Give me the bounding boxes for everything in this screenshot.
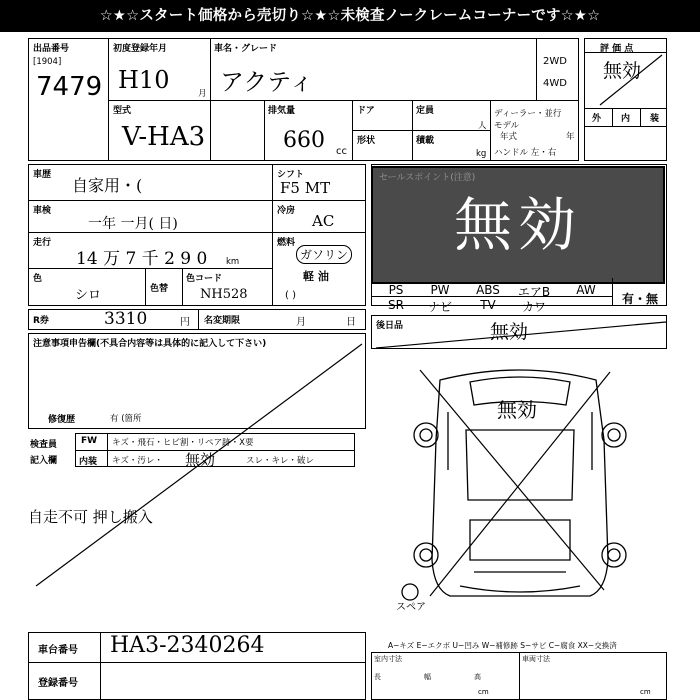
aircon-value: AC (312, 212, 335, 230)
drive-4wd: 4WD (543, 78, 567, 89)
registration-value: H10 (118, 66, 170, 94)
option-pw: PW (430, 283, 450, 297)
inspection-label: 車検 (33, 206, 52, 216)
type-value: V-HA3 (122, 122, 206, 152)
handwritten-note: 自走不可 押し搬入 (28, 508, 153, 526)
transfer-month: 月 (296, 317, 306, 328)
transfer-day: 日 (346, 317, 356, 328)
option-yes-no: 有・無 (621, 292, 658, 306)
color-change-label: 色替 (150, 284, 169, 294)
dealer-year-unit: 年 (566, 132, 575, 142)
check-interior-stamp: 無効 (185, 451, 216, 469)
fuel-label: 燃料 (277, 238, 296, 248)
dims-cm1: cm (478, 688, 489, 696)
transfer-label: 名変期限 (204, 316, 241, 326)
displacement-unit: cc (336, 146, 347, 157)
plate-label: 登録番号 (38, 678, 78, 689)
model-name-label: 車名・グレード (214, 44, 278, 54)
invalid-stamp: 無効 (453, 191, 582, 259)
dims-interior: 室内寸法 (374, 655, 402, 663)
dealer-model: モデル (494, 121, 520, 131)
color-code-label: 色コード (186, 274, 223, 284)
model-name-value: アクティ (220, 68, 314, 96)
fuel-paren: ( ) (285, 290, 296, 301)
loading-label: 積載 (416, 136, 435, 146)
dealer-handle: ハンドル 左・右 (494, 148, 557, 158)
score-interior: 内 (621, 114, 631, 124)
repair-label: 修復歴 (48, 415, 76, 425)
diagram-stamp: 無効 (497, 398, 537, 422)
recycle-label: R券 (33, 316, 49, 326)
color-label: 色 (33, 274, 43, 284)
later-items-stamp: 無効 (490, 321, 529, 343)
doors-label: ドア (357, 106, 375, 116)
drive-2wd: 2WD (543, 56, 567, 67)
fuel-value: ガソリン (296, 245, 352, 264)
dims-vehicle: 車両寸法 (522, 655, 550, 663)
option-ps: PS (388, 283, 404, 297)
type-label: 型式 (113, 106, 132, 116)
top-banner: ☆★☆スタート価格から売切り☆★☆未検査ノークレームコーナーです☆★☆ (0, 0, 700, 32)
car-diagram (402, 370, 626, 600)
registration-label: 初度登録年月 (113, 44, 168, 54)
dealer-year: 年式 (500, 132, 518, 142)
sales-point-header: セールスポイント(注意) (379, 173, 476, 183)
color-code-value: NH528 (200, 287, 248, 302)
check-fw-text: キズ・飛石・ヒビ割・リペア跡・X要 (112, 438, 254, 448)
registration-month: 月 (198, 89, 207, 99)
check-interior-text2: スレ・キレ・破レ (246, 456, 314, 466)
repair-value: 有 (箇所 (110, 414, 142, 424)
history-label: 車歴 (33, 170, 52, 180)
damage-legend: A−キズ E−エクボ U−凹み W−補修跡 S−サビ C−腐食 XX−交換済 (388, 641, 617, 650)
check-interior-text: キズ・汚レ・ (112, 456, 163, 466)
check-interior: 内装 (79, 457, 98, 467)
score-value: 無効 (603, 60, 642, 82)
aircon-label: 冷房 (277, 206, 296, 216)
recycle-value: 3310 (104, 309, 148, 329)
recycle-unit: 円 (180, 317, 190, 328)
option-navi: ナビ (427, 300, 452, 314)
check-label: 検査員 (30, 440, 58, 450)
shape-label: 形状 (357, 136, 376, 146)
chassis-value: HA3-2340264 (110, 633, 265, 658)
option-tv: TV (480, 298, 496, 312)
dims-cm2: cm (640, 688, 651, 696)
option-leather: カワ (521, 300, 546, 314)
history-value: 自家用・( (72, 176, 143, 195)
inspection-value: 一年 一月( 日) (88, 216, 178, 232)
lot-label: 出品番号 (33, 44, 70, 54)
mileage-value: 14 万 7 千 2 9 0 (76, 249, 208, 269)
option-aw: AW (576, 283, 596, 297)
capacity-label: 定員 (416, 106, 435, 116)
dims-length: 長 (374, 673, 381, 681)
option-abs: ABS (476, 283, 500, 297)
mileage-unit: km (226, 257, 240, 267)
later-items-label: 後日品 (376, 321, 404, 331)
color-value: シロ (75, 288, 102, 303)
score-exterior: 外 (592, 114, 602, 124)
chassis-label: 車台番号 (38, 645, 78, 656)
lot-sub: [1904] (33, 57, 62, 67)
check-fw: FW (81, 436, 98, 446)
option-sr: SR (388, 298, 404, 312)
score-label: 評 価 点 (600, 44, 634, 54)
notes-label: 注意事項申告欄(不具合内容等は具体的に記入して下さい) (33, 339, 267, 349)
dims-width: 幅 (424, 673, 431, 681)
mileage-label: 走行 (33, 238, 52, 248)
dims-height: 高 (474, 673, 481, 681)
displacement-label: 排気量 (268, 106, 296, 116)
dealer-label: ディーラー・並行 (494, 109, 562, 119)
option-airbag: エアB (517, 285, 551, 299)
fuel-diesel: 軽 油 (303, 270, 329, 283)
shift-label: シフト (277, 170, 305, 180)
lot-number: 7479 (36, 72, 103, 102)
displacement-value: 660 (283, 128, 325, 153)
score-exterior2: 装 (650, 114, 660, 124)
loading-unit: kg (476, 149, 487, 159)
spare-label: スペア (396, 602, 426, 613)
check-label2: 記入欄 (30, 456, 58, 466)
shift-value: F5 MT (280, 179, 331, 197)
capacity-unit: 人 (478, 121, 487, 131)
cross-out-lines (36, 55, 666, 596)
